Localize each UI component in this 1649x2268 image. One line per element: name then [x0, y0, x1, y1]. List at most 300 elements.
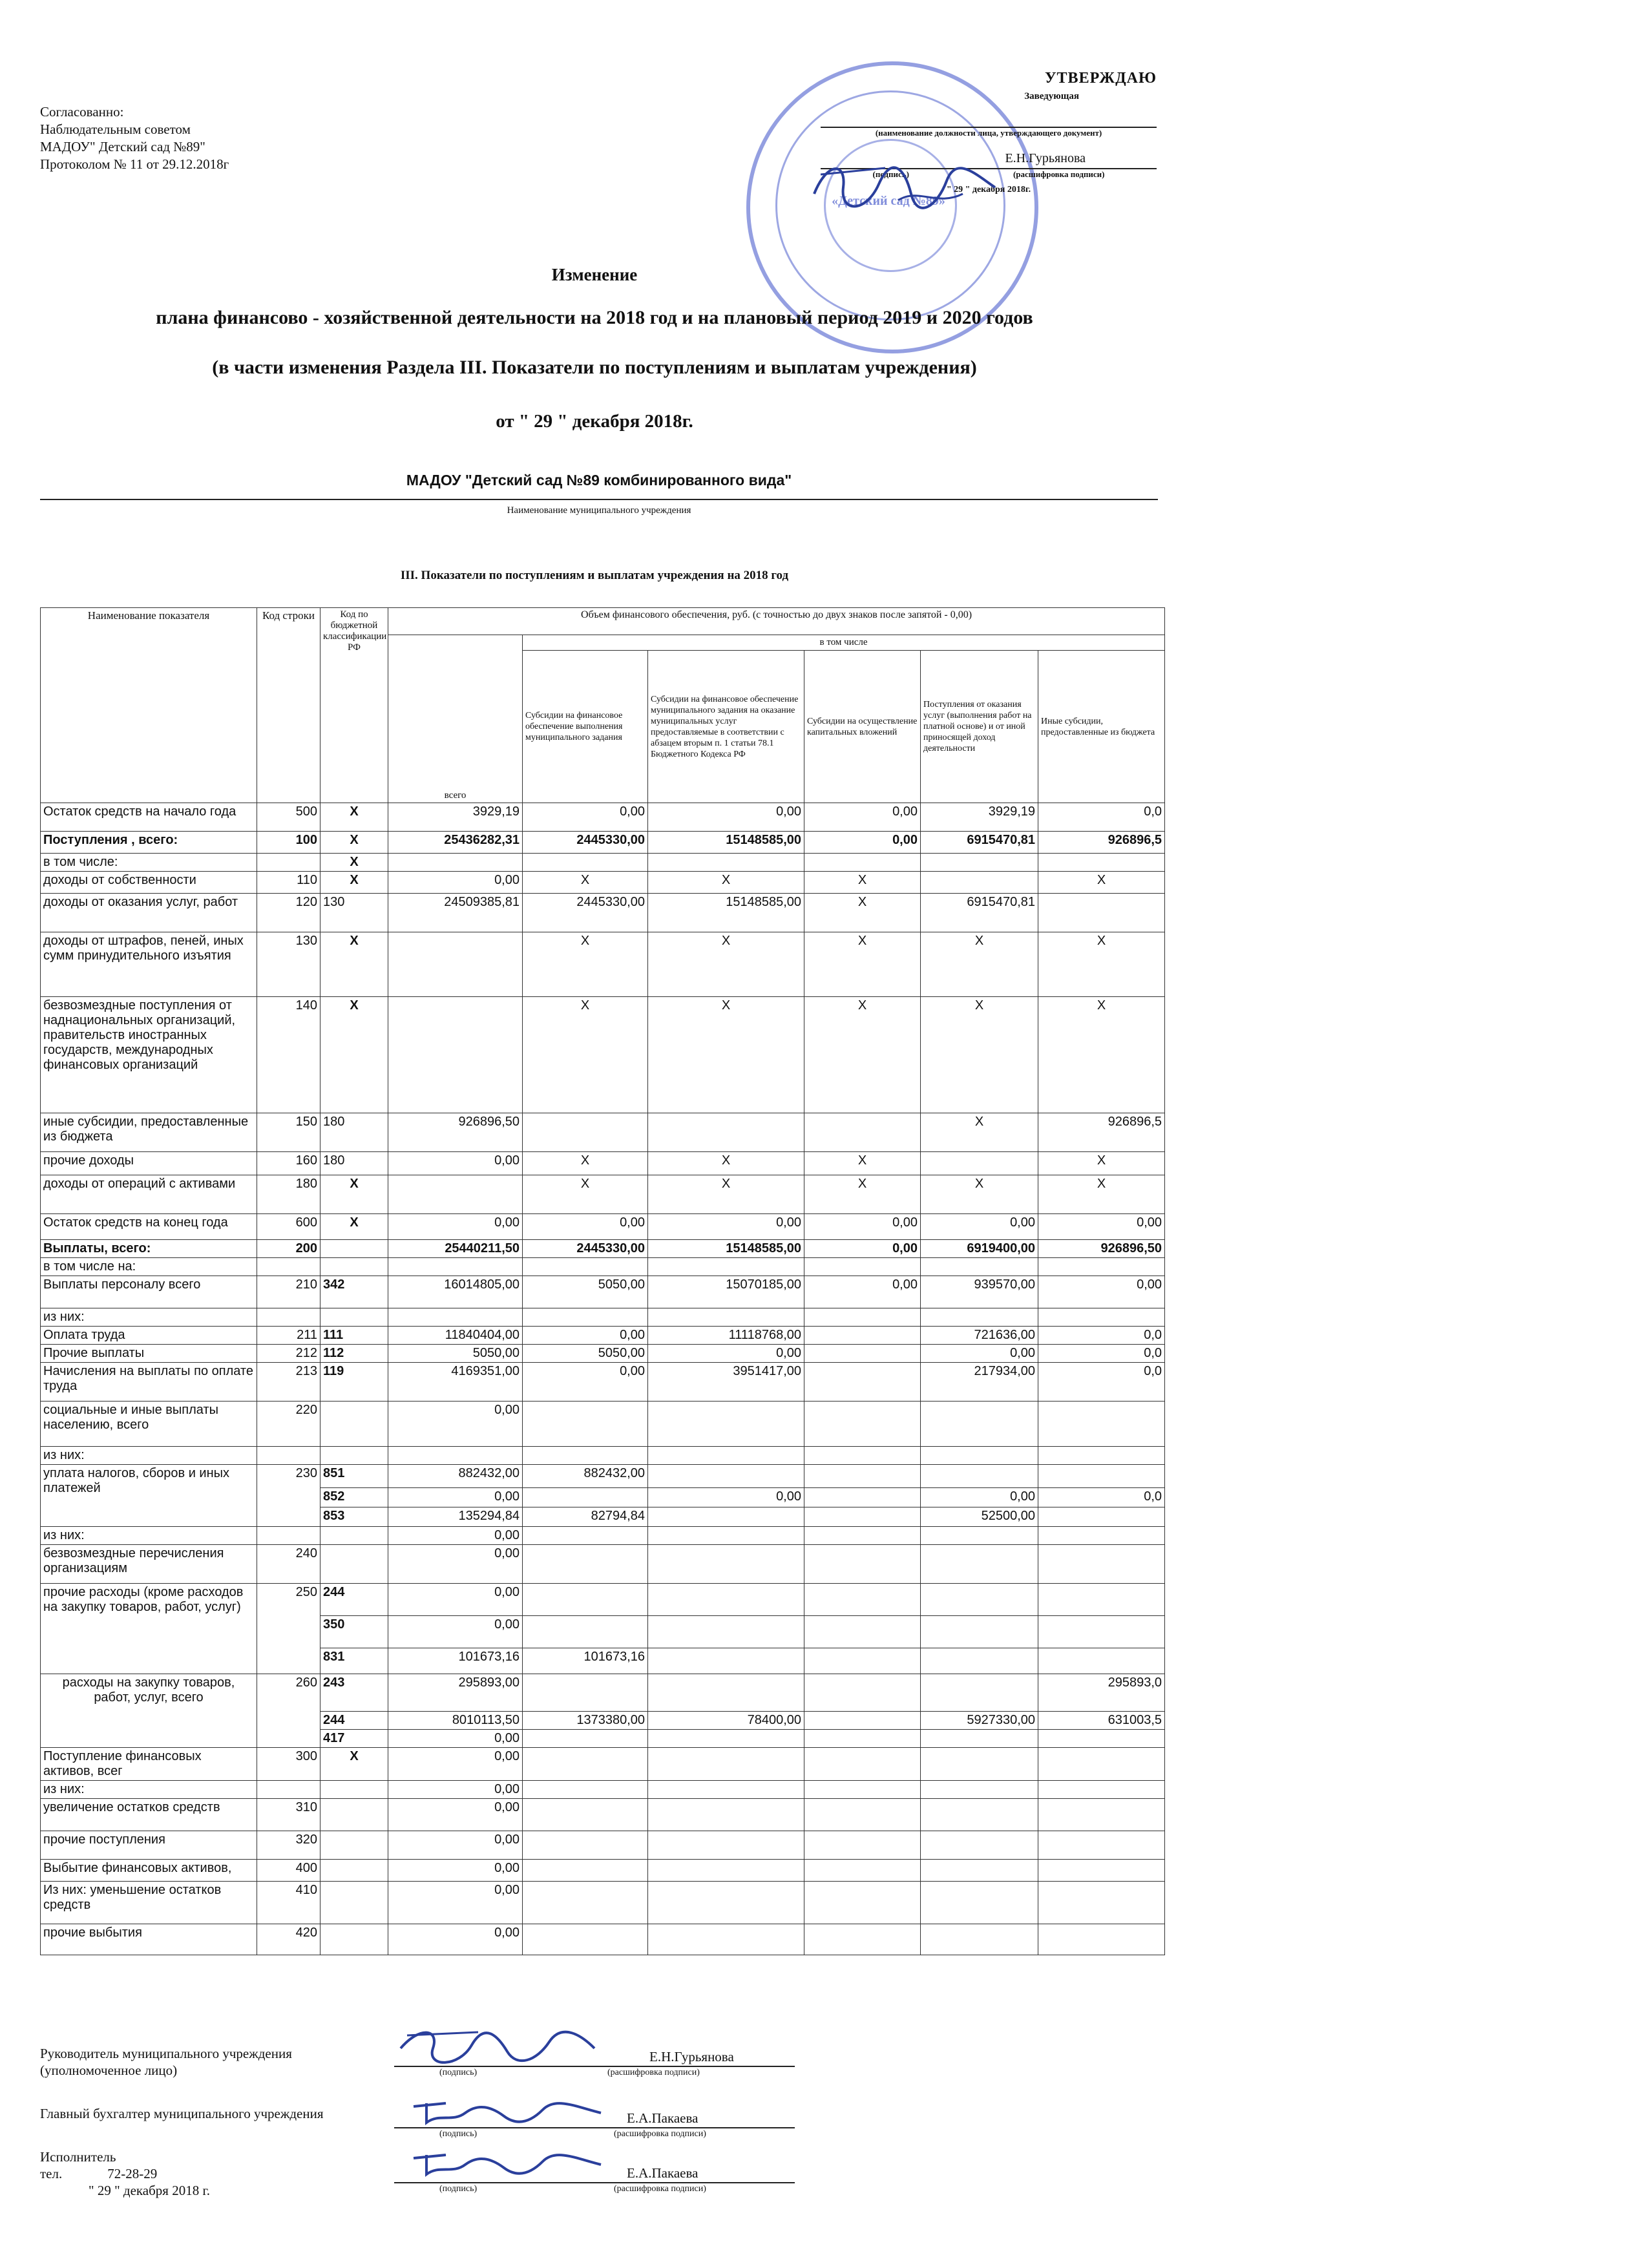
cell-subsidy-task: 101673,16 [523, 1648, 648, 1674]
cell-capital: 0,00 [804, 832, 921, 854]
cell-subsidy-task [523, 1258, 648, 1276]
cell-paid-services: 0,00 [921, 1488, 1038, 1507]
cell-name: из них: [41, 1781, 257, 1799]
cell-capital: 0,00 [804, 1276, 921, 1308]
cell-capital [804, 1113, 921, 1152]
accountant-label: Главный бухгалтер муниципального учреждения [40, 2106, 324, 2121]
head-decode-caption: (расшифровка подписи) [607, 2068, 700, 2077]
cell-subsidy-task [523, 1799, 648, 1831]
cell-other-subsidies [1038, 854, 1165, 872]
cell-bk-code: 119 [320, 1363, 388, 1402]
table-row [41, 1584, 1165, 1616]
cell-name: Поступление финансовых активов, всег [41, 1748, 257, 1781]
cell-bk-code: 417 [320, 1730, 388, 1748]
cell-bk-code: Х [320, 997, 388, 1113]
cell-subsidy-task [523, 1527, 648, 1545]
table-row [41, 1748, 1165, 1781]
cell-paid-services [921, 1308, 1038, 1327]
phone-label: тел. [40, 2166, 63, 2181]
cell-paid-services [921, 1465, 1038, 1488]
cell-name: из них: [41, 1308, 257, 1327]
cell-paid-services: Х [921, 1113, 1038, 1152]
cell-other-subsidies: 0,0 [1038, 1345, 1165, 1363]
cell-subsidy-services: Х [648, 1152, 804, 1175]
table-row [41, 1924, 1165, 1955]
cell-code: 410 [257, 1882, 320, 1924]
cell-total: 24509385,81 [388, 894, 523, 932]
cell-paid-services [921, 1584, 1038, 1616]
table-row [41, 803, 1165, 832]
cell-subsidy-services [648, 1674, 804, 1712]
cell-subsidy-task [523, 1882, 648, 1924]
cell-subsidy-task [523, 1924, 648, 1955]
agreed-line4: Протоколом № 11 от 29.12.2018г [40, 156, 229, 172]
cell-paid-services [921, 1545, 1038, 1584]
cell-code: 260 [257, 1674, 320, 1748]
approve-position: Заведующая [1024, 91, 1079, 101]
cell-bk-code: Х [320, 872, 388, 894]
cell-name: уплата налогов, сборов и иных платежей [41, 1465, 257, 1527]
cell-paid-services [921, 872, 1038, 894]
cell-name: Выплаты персоналу всего [41, 1276, 257, 1308]
cell-bk-code [320, 1781, 388, 1799]
cell-subsidy-task [523, 1860, 648, 1882]
cell-code: 420 [257, 1924, 320, 1955]
cell-name: прочие расходы (кроме расходов на закупку товаров, работ, услуг) [41, 1584, 257, 1674]
cell-subsidy-services: 0,00 [648, 1345, 804, 1363]
cell-total: 0,00 [388, 1748, 523, 1781]
executor-block [40, 2148, 210, 2199]
cell-paid-services [921, 1748, 1038, 1781]
head-label-line1: Руководитель муниципального учреждения [40, 2046, 292, 2061]
cell-capital [804, 1730, 921, 1748]
cell-total: 0,00 [388, 1545, 523, 1584]
table-row [41, 1363, 1165, 1402]
cell-bk-code [320, 1527, 388, 1545]
cell-bk-code: Х [320, 932, 388, 997]
cell-subsidy-task: Х [523, 997, 648, 1113]
table-row [41, 1781, 1165, 1799]
cell-name: Из них: уменьшение остатков средств [41, 1882, 257, 1924]
cell-subsidy-services [648, 1113, 804, 1152]
table-row [41, 1860, 1165, 1882]
cell-total: 0,00 [388, 1831, 523, 1860]
cell-code [257, 1258, 320, 1276]
cell-subsidy-services: 15070185,00 [648, 1276, 804, 1308]
cell-bk-code: 853 [320, 1507, 388, 1527]
cell-subsidy-task: 2445330,00 [523, 1240, 648, 1258]
cell-name: иные субсидии, предоставленные из бюджета [41, 1113, 257, 1152]
table-row [41, 1402, 1165, 1447]
cell-other-subsidies: Х [1038, 997, 1165, 1113]
cell-other-subsidies: Х [1038, 1175, 1165, 1214]
header-col-paid-services: Поступления от оказания услуг (выполнения работ на платной основе) и от иной приносящей доход деятельности [921, 651, 1038, 803]
cell-paid-services: 0,00 [921, 1214, 1038, 1240]
cell-code: 320 [257, 1831, 320, 1860]
cell-other-subsidies [1038, 1882, 1165, 1924]
cell-capital [804, 1402, 921, 1447]
cell-paid-services: 0,00 [921, 1345, 1038, 1363]
approve-position-caption: (наименование должности лица, утверждающего документ) [875, 128, 1102, 138]
cell-capital [804, 1924, 921, 1955]
cell-code: 230 [257, 1465, 320, 1527]
cell-bk-code: 852 [320, 1488, 388, 1507]
cell-bk-code [320, 1924, 388, 1955]
cell-subsidy-task: Х [523, 872, 648, 894]
cell-bk-code: Х [320, 1175, 388, 1214]
cell-subsidy-task [523, 1308, 648, 1327]
table-row [41, 1214, 1165, 1240]
cell-paid-services: 939570,00 [921, 1276, 1038, 1308]
cell-name: Оплата труда [41, 1327, 257, 1345]
cell-subsidy-task [523, 1781, 648, 1799]
cell-other-subsidies [1038, 1781, 1165, 1799]
cell-capital [804, 854, 921, 872]
table-row [41, 1276, 1165, 1308]
agreed-line2: Наблюдательным советом [40, 121, 191, 137]
cell-total: 11840404,00 [388, 1327, 523, 1345]
cell-name: безвозмездные поступления от наднациональных организаций, правительств иностранных государств, международных финансовых организаций [41, 997, 257, 1113]
cell-other-subsidies: 295893,0 [1038, 1674, 1165, 1712]
approve-position-line [821, 109, 1157, 128]
cell-code: 213 [257, 1363, 320, 1402]
cell-bk-code: 244 [320, 1712, 388, 1730]
cell-bk-code: 831 [320, 1648, 388, 1674]
table-row [41, 1831, 1165, 1860]
cell-subsidy-services: 15148585,00 [648, 1240, 804, 1258]
cell-bk-code: Х [320, 1214, 388, 1240]
cell-total [388, 1175, 523, 1214]
table-row [41, 1345, 1165, 1363]
cell-subsidy-services [648, 1545, 804, 1584]
cell-other-subsidies [1038, 1730, 1165, 1748]
cell-code: 250 [257, 1584, 320, 1674]
cell-code: 220 [257, 1402, 320, 1447]
table-row [41, 1799, 1165, 1831]
cell-capital: Х [804, 1175, 921, 1214]
cell-total: 0,00 [388, 1799, 523, 1831]
cell-name: прочие поступления [41, 1831, 257, 1860]
cell-paid-services: 6919400,00 [921, 1240, 1038, 1258]
executor-phone [40, 2165, 210, 2182]
cell-other-subsidies [1038, 1308, 1165, 1327]
head-signature [394, 2022, 601, 2074]
table-row [41, 1447, 1165, 1465]
cell-total [388, 854, 523, 872]
cell-capital [804, 1345, 921, 1363]
cell-code [257, 1781, 320, 1799]
cell-subsidy-services [648, 1616, 804, 1648]
cell-other-subsidies [1038, 1402, 1165, 1447]
cell-paid-services: 217934,00 [921, 1363, 1038, 1402]
table-row [41, 1175, 1165, 1214]
cell-subsidy-task: 82794,84 [523, 1507, 648, 1527]
table-row [41, 997, 1165, 1113]
cell-other-subsidies [1038, 894, 1165, 932]
cell-total: 0,00 [388, 1402, 523, 1447]
cell-paid-services: Х [921, 997, 1038, 1113]
table-body [41, 803, 1165, 1955]
cell-bk-code: 180 [320, 1113, 388, 1152]
cell-subsidy-task: 2445330,00 [523, 894, 648, 932]
cell-other-subsidies: 631003,5 [1038, 1712, 1165, 1730]
cell-name: безвозмездные перечисления организациям [41, 1545, 257, 1584]
cell-name: доходы от операций с активами [41, 1175, 257, 1214]
approve-decode-caption: (расшифровка подписи) [1013, 169, 1105, 179]
cell-bk-code: 350 [320, 1616, 388, 1648]
cell-capital: Х [804, 1152, 921, 1175]
doc-part: (в части изменения Раздела III. Показатели по поступлениям и выплатам учреждения) [212, 357, 977, 378]
cell-subsidy-task: Х [523, 1152, 648, 1175]
cell-capital: Х [804, 932, 921, 997]
cell-capital [804, 1584, 921, 1616]
cell-bk-code: 243 [320, 1674, 388, 1712]
cell-capital [804, 1447, 921, 1465]
executor-date: " 29 " декабря 2018 г. [89, 2183, 210, 2198]
cell-name: из них: [41, 1527, 257, 1545]
header-code: Код строки [257, 608, 320, 803]
accountant-name: Е.А.Пакаева [627, 2110, 698, 2126]
cell-name: увеличение остатков средств [41, 1799, 257, 1831]
head-label-line2: (уполномоченное лицо) [40, 2063, 178, 2078]
table-row [41, 1545, 1165, 1584]
agreed-block [40, 103, 229, 173]
approve-sign-caption: (подпись) [872, 169, 909, 179]
table-row [41, 1240, 1165, 1258]
cell-capital [804, 1882, 921, 1924]
cell-code [257, 1447, 320, 1465]
approve-signature [808, 149, 1002, 226]
cell-subsidy-task [523, 1545, 648, 1584]
cell-name: Прочие выплаты [41, 1345, 257, 1363]
cell-other-subsidies: 0,00 [1038, 1214, 1165, 1240]
cell-other-subsidies: 926896,5 [1038, 832, 1165, 854]
cell-subsidy-services: 15148585,00 [648, 894, 804, 932]
cell-bk-code: Х [320, 854, 388, 872]
cell-capital [804, 1545, 921, 1584]
approve-date: " 29 " декабря 2018г. [946, 185, 1031, 194]
cell-subsidy-task: 0,00 [523, 803, 648, 832]
table-row [41, 1308, 1165, 1327]
cell-other-subsidies [1038, 1860, 1165, 1882]
cell-paid-services [921, 1674, 1038, 1712]
cell-paid-services: 6915470,81 [921, 894, 1038, 932]
header-volume: Объем финансового обеспечения, руб. (с точностью до двух знаков после запятой - 0,00) [388, 608, 1165, 635]
cell-name: Остаток средств на начало года [41, 803, 257, 832]
cell-subsidy-task [523, 854, 648, 872]
cell-name: Выбытие финансовых активов, [41, 1860, 257, 1882]
institution-name: МАДОУ "Детский сад №89 комбинированного вида" [406, 472, 792, 488]
cell-name: Остаток средств на конец года [41, 1214, 257, 1240]
cell-capital: Х [804, 997, 921, 1113]
header-col-other-subsidies: Иные субсидии, предоставленные из бюджета [1038, 651, 1165, 803]
head-name: Е.Н.Гурьянова [649, 2049, 734, 2064]
cell-capital [804, 1831, 921, 1860]
cell-subsidy-services: 78400,00 [648, 1712, 804, 1730]
cell-name: в том числе на: [41, 1258, 257, 1276]
cell-total [388, 1447, 523, 1465]
cell-bk-code [320, 1860, 388, 1882]
cell-capital [804, 1327, 921, 1345]
cell-capital [804, 1860, 921, 1882]
cell-subsidy-services [648, 1527, 804, 1545]
doc-plan: плана финансово - хозяйственной деятельности на 2018 год и на плановый период 2019 и 2020 годов [156, 307, 1033, 328]
accountant-decode-caption: (расшифровка подписи) [614, 2129, 706, 2139]
cell-subsidy-services [648, 1781, 804, 1799]
header-including: в том числе [523, 635, 1165, 651]
cell-name: в том числе: [41, 854, 257, 872]
cell-total: 25440211,50 [388, 1240, 523, 1258]
cell-subsidy-services [648, 1860, 804, 1882]
cell-total: 0,00 [388, 872, 523, 894]
cell-other-subsidies: 926896,5 [1038, 1113, 1165, 1152]
head-label [40, 2045, 292, 2079]
accountant-signature [407, 2087, 614, 2132]
table-row [41, 872, 1165, 894]
cell-bk-code: Х [320, 803, 388, 832]
cell-capital [804, 1488, 921, 1507]
doc-title: Изменение [551, 265, 638, 284]
cell-subsidy-task [523, 1748, 648, 1781]
cell-code [257, 854, 320, 872]
cell-total: 5050,00 [388, 1345, 523, 1363]
cell-bk-code: 851 [320, 1465, 388, 1488]
cell-paid-services [921, 1402, 1038, 1447]
cell-total: 0,00 [388, 1584, 523, 1616]
cell-capital [804, 1308, 921, 1327]
cell-paid-services [921, 854, 1038, 872]
cell-subsidy-task [523, 1730, 648, 1748]
cell-other-subsidies: 0,0 [1038, 1488, 1165, 1507]
cell-subsidy-services: 15148585,00 [648, 832, 804, 854]
cell-name: из них: [41, 1447, 257, 1465]
cell-subsidy-services: Х [648, 1175, 804, 1214]
cell-code: 140 [257, 997, 320, 1113]
cell-bk-code [320, 1402, 388, 1447]
cell-bk-code [320, 1545, 388, 1584]
cell-total: 16014805,00 [388, 1276, 523, 1308]
cell-subsidy-services [648, 1258, 804, 1276]
header-col-subsidy-services: Субсидии на финансовое обеспечение муниципального задания на оказание муниципальных услуг предоставляемые в соответствии с абзацем вторым п. 1 статьи 78.1 Бюджетного Кодекса РФ [648, 651, 804, 803]
cell-subsidy-task: 5050,00 [523, 1276, 648, 1308]
cell-subsidy-task: 882432,00 [523, 1465, 648, 1488]
header-bk: Код по бюджетной классификации РФ [320, 608, 388, 803]
cell-subsidy-services [648, 1447, 804, 1465]
cell-subsidy-services [648, 854, 804, 872]
cell-total: 0,00 [388, 1214, 523, 1240]
cell-subsidy-task: Х [523, 932, 648, 997]
phone-number: 72-28-29 [107, 2166, 158, 2181]
cell-total [388, 932, 523, 997]
cell-total: 926896,50 [388, 1113, 523, 1152]
table-row [41, 932, 1165, 997]
cell-paid-services: 6915470,81 [921, 832, 1038, 854]
cell-name: Выплаты, всего: [41, 1240, 257, 1258]
table-row [41, 1258, 1165, 1276]
approve-name: Е.Н.Гурьянова [1005, 151, 1086, 165]
executor-sign-caption: (подпись) [439, 2184, 478, 2194]
cell-subsidy-services [648, 1924, 804, 1955]
cell-name: расходы на закупку товаров, работ, услуг, всего [41, 1674, 257, 1748]
cell-bk-code [320, 1799, 388, 1831]
agreed-line1: Согласованно: [40, 104, 124, 120]
cell-other-subsidies: 0,00 [1038, 1276, 1165, 1308]
cell-code: 310 [257, 1799, 320, 1831]
cell-capital [804, 1648, 921, 1674]
cell-subsidy-task [523, 1616, 648, 1648]
doc-date: от " 29 " декабря 2018г. [496, 411, 693, 432]
cell-total: 8010113,50 [388, 1712, 523, 1730]
cell-name: Начисления на выплаты по оплате труда [41, 1363, 257, 1402]
cell-bk-code: 130 [320, 894, 388, 932]
cell-capital [804, 1712, 921, 1730]
cell-subsidy-services [648, 1648, 804, 1674]
cell-bk-code [320, 1882, 388, 1924]
section-title: III. Показатели по поступлениям и выплатам учреждения на 2018 год [400, 569, 789, 582]
cell-capital: Х [804, 894, 921, 932]
table-row [41, 854, 1165, 872]
cell-other-subsidies [1038, 1545, 1165, 1584]
cell-subsidy-task [523, 1674, 648, 1712]
cell-capital [804, 1258, 921, 1276]
cell-paid-services [921, 1799, 1038, 1831]
cell-code: 130 [257, 932, 320, 997]
cell-paid-services [921, 1831, 1038, 1860]
cell-bk-code: 342 [320, 1276, 388, 1308]
cell-bk-code: Х [320, 832, 388, 854]
cell-code: 160 [257, 1152, 320, 1175]
cell-paid-services [921, 1258, 1038, 1276]
cell-total: 0,00 [388, 1152, 523, 1175]
head-sign-caption: (подпись) [439, 2068, 478, 2077]
header-total: всего [388, 635, 523, 803]
cell-other-subsidies: 0,0 [1038, 1363, 1165, 1402]
cell-subsidy-services [648, 1308, 804, 1327]
cell-code: 400 [257, 1860, 320, 1882]
cell-other-subsidies: Х [1038, 1152, 1165, 1175]
cell-paid-services [921, 1730, 1038, 1748]
cell-capital [804, 1781, 921, 1799]
cell-subsidy-services [648, 1402, 804, 1447]
cell-subsidy-services: Х [648, 997, 804, 1113]
cell-total: 3929,19 [388, 803, 523, 832]
cell-name: доходы от собственности [41, 872, 257, 894]
cell-other-subsidies [1038, 1465, 1165, 1488]
cell-paid-services [921, 1152, 1038, 1175]
cell-total: 882432,00 [388, 1465, 523, 1488]
cell-total: 0,00 [388, 1860, 523, 1882]
cell-capital [804, 1465, 921, 1488]
cell-other-subsidies [1038, 1527, 1165, 1545]
cell-code: 150 [257, 1113, 320, 1152]
cell-code: 600 [257, 1214, 320, 1240]
cell-paid-services: 721636,00 [921, 1327, 1038, 1345]
cell-code: 200 [257, 1240, 320, 1258]
cell-name: доходы от штрафов, пеней, иных сумм принудительного изъятия [41, 932, 257, 997]
cell-capital [804, 1363, 921, 1402]
header-col-subsidy-task: Субсидии на финансовое обеспечение выполнения муниципального задания [523, 651, 648, 803]
cell-total [388, 1308, 523, 1327]
cell-total: 135294,84 [388, 1507, 523, 1527]
cell-subsidy-task: 5050,00 [523, 1345, 648, 1363]
institution-caption: Наименование муниципального учреждения [507, 505, 691, 516]
cell-bk-code [320, 1240, 388, 1258]
cell-other-subsidies: 926896,50 [1038, 1240, 1165, 1258]
cell-subsidy-services [648, 1882, 804, 1924]
cell-paid-services [921, 1648, 1038, 1674]
executor-decode-caption: (расшифровка подписи) [614, 2184, 706, 2194]
table-row [41, 1527, 1165, 1545]
